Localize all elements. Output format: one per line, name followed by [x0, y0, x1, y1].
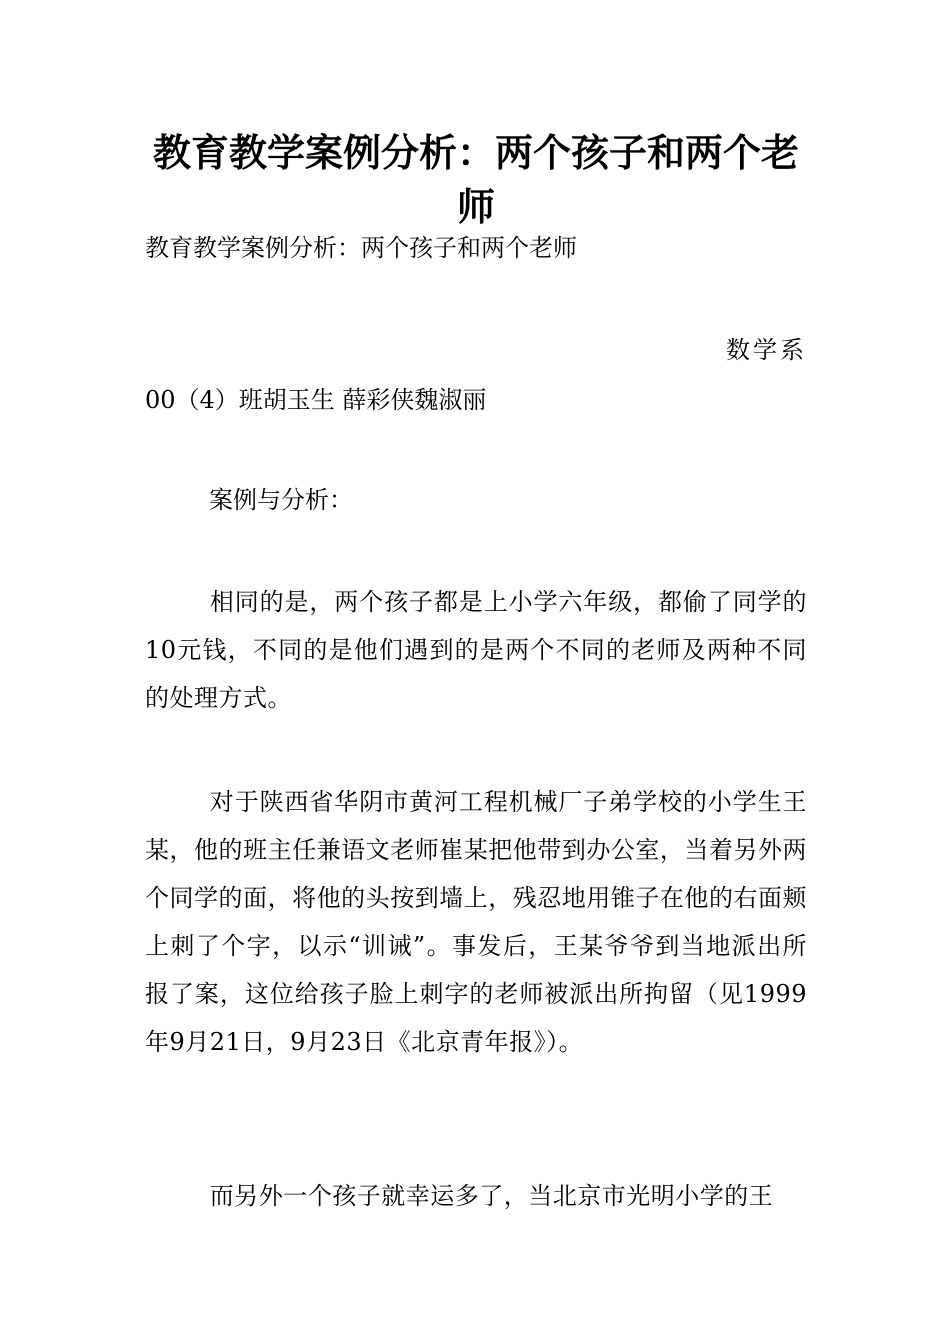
- paragraph: 而另外一个孩子就幸运多了，当北京市光明小学的王: [209, 1182, 774, 1210]
- document-page: [145, 0, 807, 1344]
- authors-line: 00（4）班胡玉生 薛彩侠魏淑丽: [145, 386, 487, 414]
- section-heading: 案例与分析：: [209, 486, 353, 514]
- document-subtitle: 教育教学案例分析：两个孩子和两个老师: [145, 234, 577, 262]
- paragraph: 相同的是，两个孩子都是上小学六年级，都偷了同学的10元钱，不同的是他们遇到的是两个不同的老师及两种不同的处理方式。: [145, 588, 807, 712]
- document-title: 教育教学案例分析：两个孩子和两个老师: [152, 131, 799, 229]
- paragraph: 对于陕西省华阴市黄河工程机械厂子弟学校的小学生王某，他的班主任兼语文老师崔某把他带到办公室，当着另外两个同学的面，将他的头按到墙上，残忍地用锥子在他的右面颊上刺了个字，以示“训诫”。事发后，王某爷爷到当地派出所报了案，这位给孩子脸上刺字的老师被派出所拘留（见1999年9月21日，9月23日《北京青年报》）。: [145, 788, 807, 1056]
- department-label: 数学系: [726, 336, 807, 364]
